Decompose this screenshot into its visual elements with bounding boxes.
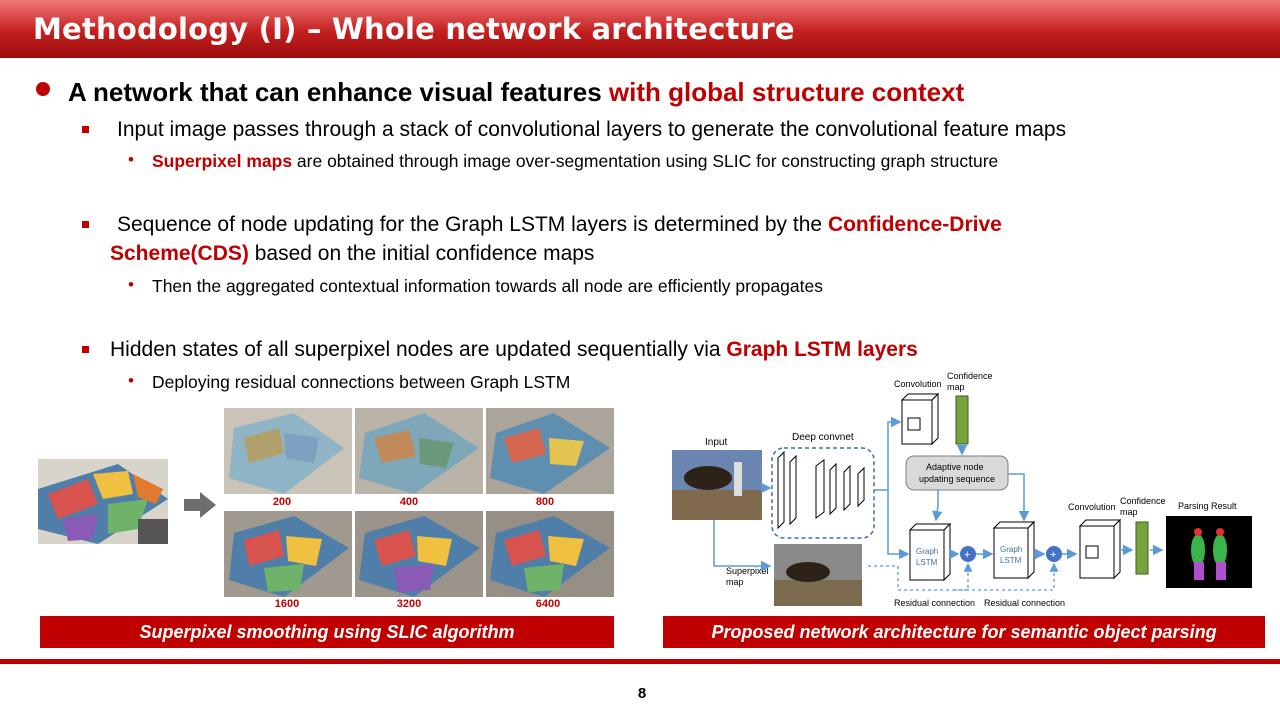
item3-prefix: Hidden states of all superpixel nodes are updated sequentially via <box>110 338 727 361</box>
item2-line1-prefix: Sequence of node updating for the Graph LSTM layers is determined by the <box>117 213 828 236</box>
main-bullet-prefix: A network that can enhance visual features <box>68 77 609 107</box>
label-800: 800 <box>535 496 555 508</box>
adaptive-line2: updating sequence <box>919 474 996 484</box>
input-label: Input <box>705 437 728 448</box>
graph1-b: LSTM <box>916 558 938 567</box>
item1-sub <box>152 151 998 172</box>
item1-sub-rest: are obtained through image over-segmentation using SLIC for constructing graph structure <box>292 151 999 171</box>
graph2-b: LSTM <box>1000 556 1022 565</box>
confidence-map-right <box>1136 522 1148 574</box>
slide-title: Methodology (I) – Whole network architecture <box>33 12 795 46</box>
superpixel-1600 <box>224 511 352 597</box>
round-bullet-3: • <box>128 371 134 390</box>
input-image <box>38 459 168 544</box>
architecture-diagram <box>668 370 1268 612</box>
convolution-top-label: Convolution <box>894 379 942 389</box>
label-200: 200 <box>272 496 292 508</box>
item3-highlight: Graph LSTM layers <box>726 338 918 361</box>
footer-divider <box>0 659 1280 664</box>
superpixel-map-label-a: Superpixel <box>726 566 769 576</box>
arrow-right-icon <box>184 492 216 518</box>
item1-text: Input image passes through a stack of convolutional layers to generate the convolutional feature maps <box>117 118 1067 141</box>
confidence-right-label: Confidence <box>1120 496 1166 506</box>
label-3200: 3200 <box>396 598 422 610</box>
square-bullet-3 <box>82 346 89 353</box>
superpixel-3200 <box>355 511 483 597</box>
convolution-right-label: Convolution <box>1068 502 1116 512</box>
label-400: 400 <box>399 496 419 508</box>
svg-text:+: + <box>1050 549 1057 561</box>
superpixel-map-label-b: map <box>726 577 744 587</box>
graph1-a: Graph <box>916 547 939 556</box>
item2-line2 <box>110 242 594 266</box>
round-bullet-2: • <box>128 275 134 294</box>
deep-convnet-label: Deep convnet <box>792 432 854 443</box>
item2-line1-highlight: Confidence-Drive <box>827 213 1002 236</box>
item2-sub: Then the aggregated contextual information towards all node are efficiently propagates <box>152 276 823 296</box>
superpixel-6400 <box>486 511 614 597</box>
label-1600: 1600 <box>274 598 300 610</box>
title-divider <box>0 58 1280 60</box>
residual-label-1: Residual connection <box>894 598 976 608</box>
label-6400: 6400 <box>535 598 561 610</box>
caption-right: Proposed network architecture for semantic object parsing <box>663 616 1265 648</box>
main-bullet-highlight: with global structure context <box>608 77 965 107</box>
item2-line2-highlight: Scheme(CDS) <box>110 242 249 265</box>
page-number: 8 <box>637 685 647 702</box>
confidence-map-top <box>956 396 968 444</box>
parsing-result-label: Parsing Result <box>1178 501 1237 511</box>
superpixel-200 <box>224 408 352 494</box>
svg-text:+: + <box>964 549 971 561</box>
item2-line2-rest: based on the initial confidence maps <box>248 242 595 265</box>
superpixel-400 <box>355 408 483 494</box>
item1-sub-highlight: Superpixel maps <box>152 151 293 171</box>
square-bullet-1 <box>82 126 89 133</box>
item3-text <box>110 338 918 362</box>
graph2-a: Graph <box>1000 545 1023 554</box>
residual-label-2: Residual connection <box>984 598 1066 608</box>
parsing-result-image <box>1166 516 1252 588</box>
adaptive-line1: Adaptive node <box>926 462 984 472</box>
caption-left: Superpixel smoothing using SLIC algorithm <box>40 616 614 648</box>
item3-sub: Deploying residual connections between Graph LSTM <box>152 372 571 392</box>
confidence-top-label: Confidence <box>947 371 993 381</box>
item2-line1 <box>117 213 1002 237</box>
superpixel-800 <box>486 408 614 494</box>
bullet-dot <box>36 82 50 96</box>
main-bullet-text <box>68 77 964 108</box>
square-bullet-2 <box>82 221 89 228</box>
title-bar <box>0 0 1280 58</box>
round-bullet-1: • <box>128 150 134 169</box>
map-right-label: map <box>1120 507 1138 517</box>
map-top-label: map <box>947 382 965 392</box>
